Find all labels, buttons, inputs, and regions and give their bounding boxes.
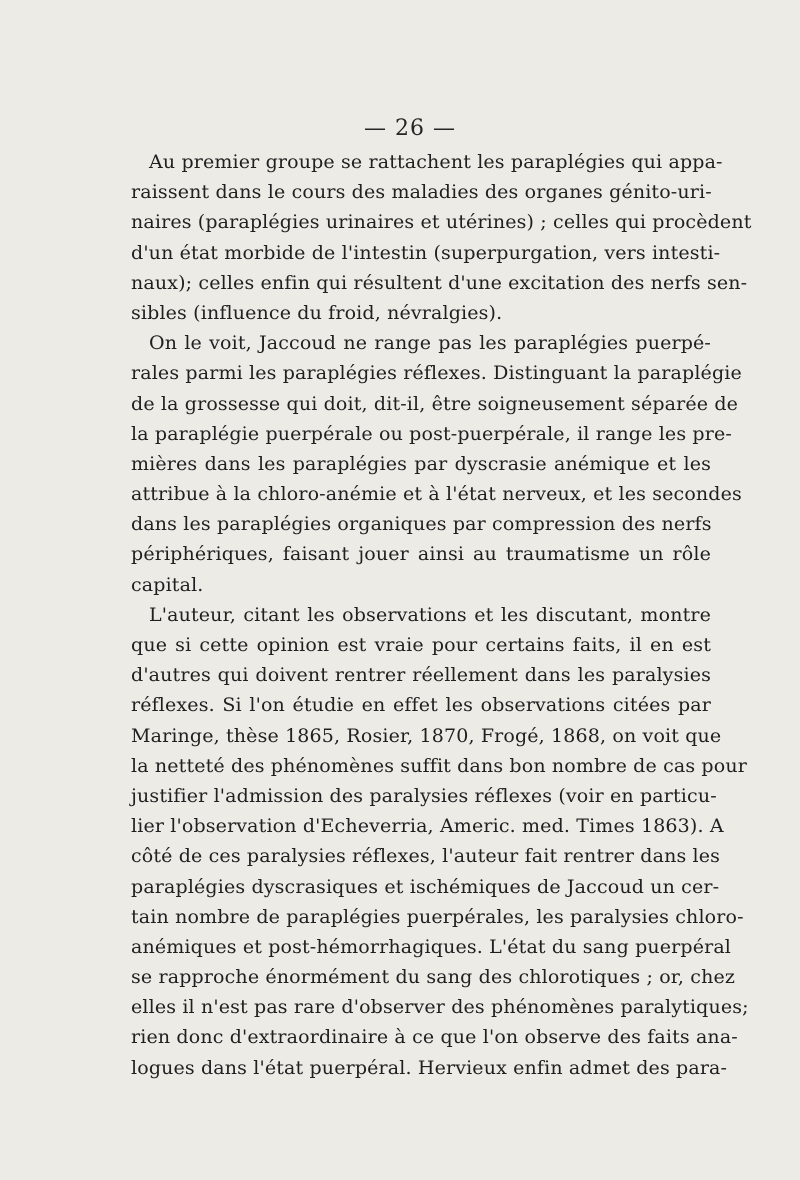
text-line: paraplégies dyscrasiques et ischémiques de Jaccoud un cer- — [131, 875, 720, 898]
text-line: réflexes. Si l'on étudie en effet les observations citées par — [131, 694, 711, 717]
text-line: logues dans l'état puerpéral. Hervieux enfin admet des para- — [131, 1056, 728, 1079]
text-line: tain nombre de paraplégies puerpérales, les paralysies chloro- — [131, 905, 744, 928]
text-line: d'autres qui doivent rentrer réellement dans les paralysies — [131, 664, 711, 687]
text-line: sibles (influence du froid, névralgies). — [131, 301, 503, 324]
text-line: se rapproche énormément du sang des chlorotiques ; or, chez — [131, 966, 736, 989]
body-text — [131, 147, 752, 1083]
text-line: côté de ces paralysies réflexes, l'auteur fait rentrer dans les — [131, 845, 721, 868]
text-line: naires (paraplégies urinaires et utérines) ; celles qui procèdent — [131, 211, 752, 234]
page-number: — 26 — — [364, 116, 456, 141]
text-line: elles il n'est pas rare d'observer des phénomènes paralytiques; — [131, 996, 749, 1019]
text-line: On le voit, Jaccoud ne range pas les paraplégies puerpé- — [149, 332, 711, 355]
text-line: lier l'observation d'Echeverria, Americ. med. Times 1863). A — [131, 815, 724, 838]
text-line: rales parmi les paraplégies réflexes. Distinguant la paraplégie — [131, 362, 742, 385]
text-line: rien donc d'extraordinaire à ce que l'on observe des faits ana- — [131, 1026, 738, 1049]
text-line: capital. — [131, 573, 204, 596]
text-line: que si cette opinion est vraie pour certains faits, il en est — [131, 634, 711, 656]
text-line: de la grossesse qui doit, dit-il, être soigneusement séparée de — [131, 392, 739, 415]
text-line: justifier l'admission des paralysies réflexes (voir en particu- — [131, 784, 717, 807]
text-line: L'auteur, citant les observations et les discutant, montre — [149, 603, 711, 626]
text-line: Au premier groupe se rattachent les paraplégies qui appa- — [149, 151, 723, 173]
text-line: naux); celles enfin qui résultent d'une excitation des nerfs sen- — [131, 271, 748, 294]
text-line: mières dans les paraplégies par dyscrasie anémique et les — [131, 452, 711, 475]
text-line: d'un état morbide de l'intestin (superpurgation, vers intesti- — [131, 241, 721, 264]
text-line: anémiques et post-hémorrhagiques. L'état du sang puerpéral — [131, 935, 732, 958]
text-line: dans les paraplégies organiques par compression des nerfs — [131, 513, 712, 536]
text-line: attribue à la chloro-anémie et à l'état nerveux, et les secondes — [131, 483, 742, 506]
text-line: raissent dans le cours des maladies des organes génito-uri- — [131, 181, 712, 204]
text-line: périphériques, faisant jouer ainsi au traumatisme un rôle — [131, 543, 711, 566]
text-line: Maringe, thèse 1865, Rosier, 1870, Frogé, 1868, on voit que — [131, 724, 722, 747]
text-line: la netteté des phénomènes suffit dans bon nombre de cas pour — [131, 754, 747, 777]
text-line: la paraplégie puerpérale ou post-puerpérale, il range les pre- — [131, 422, 732, 445]
